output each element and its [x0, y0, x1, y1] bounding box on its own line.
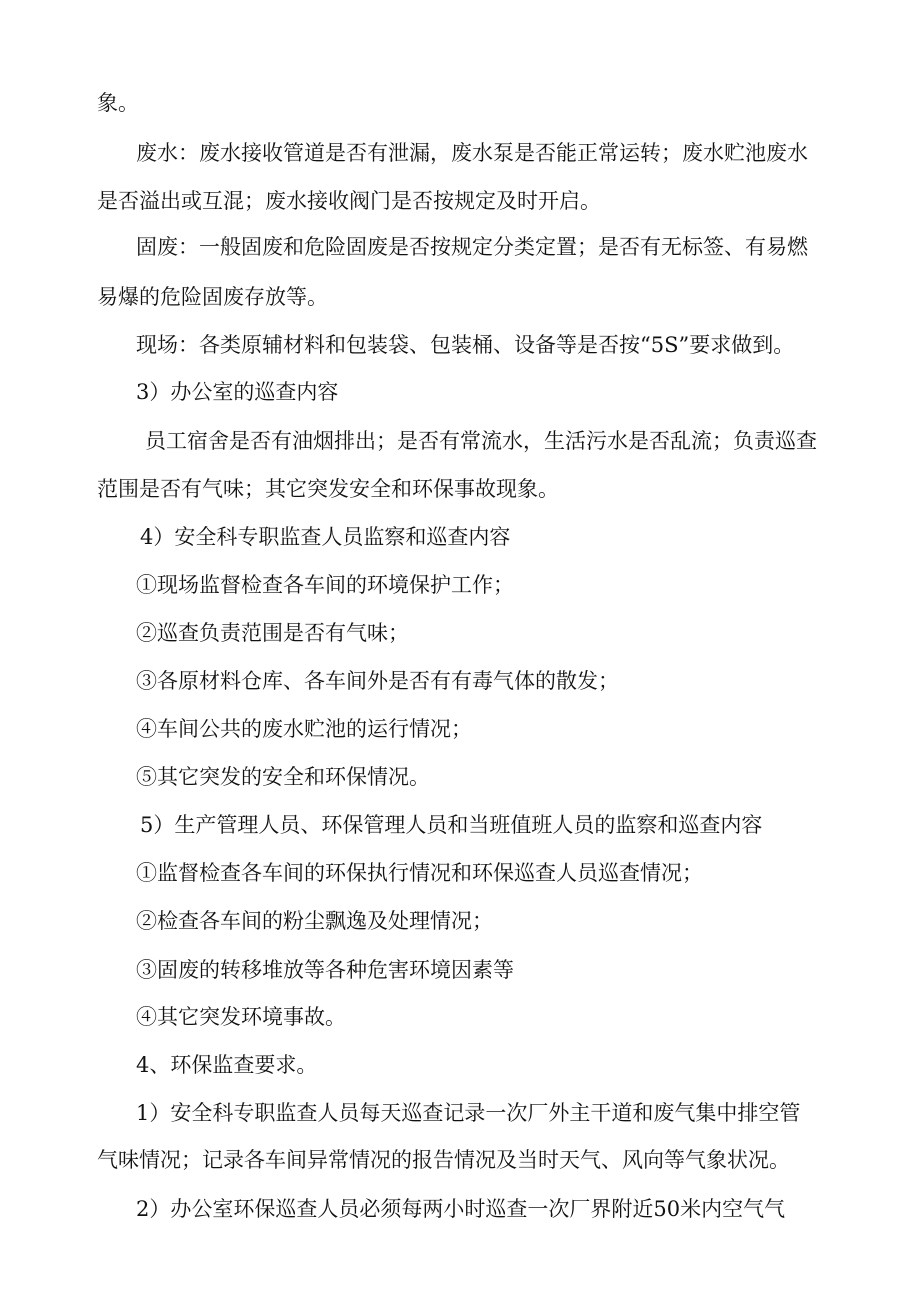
text-line: ④其它突发环境事故。 [136, 1005, 346, 1029]
text-line: 4、环保监查要求。 [136, 1053, 318, 1077]
text-line: ③各原材料仓库、各车间外是否有有毒气体的散发； [136, 669, 619, 693]
text-line: 4）安全科专职监查人员监察和巡查内容 [140, 525, 511, 549]
text-line: ①监督检查各车间的环保执行情况和环保巡查人员巡查情况； [136, 861, 703, 885]
text-line: 3）办公室的巡查内容 [136, 380, 339, 404]
text-line: ②检查各车间的粉尘飘逸及处理情况； [136, 909, 493, 933]
text-line: ⑤其它突发的安全和环保情况。 [136, 765, 430, 789]
text-line: ②巡查负责范围是否有气味； [136, 621, 409, 645]
text-line: 范围是否有气味；其它突发安全和环保事故现象。 [97, 477, 559, 501]
text-line: ④车间公共的废水贮池的运行情况； [136, 717, 472, 741]
text-line: 现场：各类原辅材料和包装袋、包装桶、设备等是否按“5S”要求做到。 [136, 333, 795, 357]
text-line: 5）生产管理人员、环保管理人员和当班值班人员的监察和巡查内容 [140, 813, 763, 837]
text-line: ③固废的转移堆放等各种危害环境因素等 [136, 958, 514, 982]
text-line: 是否溢出或互混；废水接收阀门是否按规定及时开启。 [97, 189, 601, 213]
text-line: ①现场监督检查各车间的环境保护工作； [136, 573, 514, 597]
text-line: 废水：废水接收管道是否有泄漏，废水泵是否能正常运转；废水贮池废水 [136, 141, 808, 165]
text-line: 气味情况；记录各车间异常情况的报告情况及当时天气、风向等气象状况。 [97, 1148, 790, 1172]
text-line: 1）安全科专职监查人员每天巡查记录一次厂外主干道和废气集中排空管 [136, 1101, 801, 1125]
text-line: 象。 [97, 91, 139, 115]
text-line: 员工宿舍是否有油烟排出；是否有常流水，生活污水是否乱流；负责巡查 [145, 429, 817, 453]
text-line: 2）办公室环保巡查人员必须每两小时巡查一次厂界附近50米内空气气 [136, 1197, 786, 1221]
text-line: 固废：一般固废和危险固废是否按规定分类定置；是否有无标签、有易燃 [136, 235, 808, 259]
text-line: 易爆的危险固废存放等。 [97, 285, 328, 309]
